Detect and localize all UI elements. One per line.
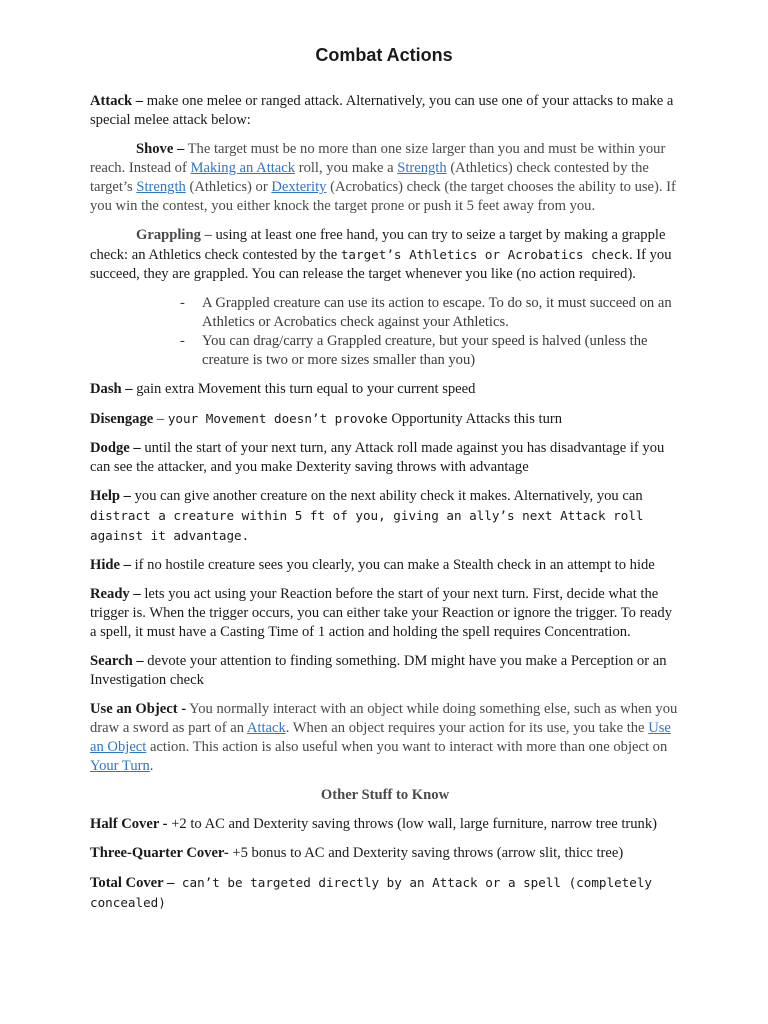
dash-paragraph <box>90 380 680 399</box>
grappling-text-2: target’s Athletics or Acrobatics check <box>340 247 629 262</box>
ready-paragraph <box>90 585 680 642</box>
use-object-text-3: action. This action is also useful when you want to interact with more than one object on <box>146 739 668 755</box>
grappling-paragraph <box>90 226 680 284</box>
use-object-label: Use an Object - <box>90 701 187 717</box>
shove-paragraph <box>90 140 680 216</box>
total-cover-paragraph <box>90 873 680 913</box>
half-cover-paragraph <box>90 815 680 834</box>
help-paragraph <box>90 487 680 546</box>
shove-text-5: (Acrobatics) check (the target chooses the ability to use). If you win the contest, you either knock the target prone or push it 5 feet away from you. <box>90 179 676 214</box>
three-quarter-cover-paragraph <box>90 844 680 863</box>
search-text: devote your attention to finding something. DM might have you make a Perception or an Investigation check <box>90 653 667 688</box>
dexterity-link[interactable]: Dexterity <box>271 179 327 195</box>
document-body <box>90 92 680 923</box>
three-quarter-cover-text: +5 bonus to AC and Dexterity saving throws (arrow slit, thicc tree) <box>228 845 624 861</box>
shove-text-2: roll, you make a <box>295 160 398 176</box>
dodge-text: until the start of your next turn, any Attack roll made against you has disadvantage if you can see the attacker, and you make Dexterity saving throws with advantage <box>90 440 665 475</box>
list-item: - You can drag/carry a Grappled creature, but your speed is halved (unless the creature is two or more sizes smaller than you) <box>180 332 680 370</box>
dash-label: Dash – <box>90 381 133 397</box>
disengage-label: Disengage <box>90 411 154 427</box>
strength-link-2[interactable]: Strength <box>136 179 186 195</box>
search-label: Search – <box>90 653 144 669</box>
total-cover-label: Total Cover – <box>90 875 175 891</box>
shove-text-3: (Athletics) check contested by the target’s <box>90 160 649 195</box>
attack-paragraph <box>90 92 680 130</box>
disengage-text-1: – <box>153 411 168 427</box>
dodge-label: Dodge – <box>90 440 141 456</box>
grappling-rules-list <box>90 294 680 370</box>
hide-text: if no hostile creature sees you clearly, you can make a Stealth check in an attempt to hide <box>130 557 655 573</box>
strength-link-1[interactable]: Strength <box>397 160 447 176</box>
list-item: - A Grappled creature can use its action to escape. To do so, it must succeed on an Athletics or Acrobatics check against your Athletics. <box>180 294 680 332</box>
attack-label: Attack – <box>90 93 144 109</box>
use-object-paragraph <box>90 700 680 776</box>
dodge-paragraph <box>90 439 680 477</box>
half-cover-label: Half Cover - <box>90 816 168 832</box>
attack-text: make one melee or ranged attack. Alternatively, you can use one of your attacks to make a special melee attack below: <box>90 93 674 128</box>
help-label: Help – <box>90 488 131 504</box>
other-stuff-heading: Other Stuff to Know <box>320 787 450 803</box>
ready-text: lets you act using your Reaction before the start of your next turn. First, decide what the trigger is. When the trigger occurs, you can either take your Reaction or ignore the trigger. To ready a spell, it must have a Casting Time of 1 action and holding the spell requires Concentration. <box>90 586 672 640</box>
ready-label: Ready – <box>90 586 141 602</box>
shove-text-4: (Athletics) or <box>185 179 272 195</box>
use-object-text-4: . <box>149 758 154 774</box>
disengage-text-3: Opportunity Attacks this turn <box>387 411 563 427</box>
attack-link[interactable]: Attack <box>246 720 286 736</box>
page-title: Combat Actions <box>315 45 453 65</box>
grappling-text-1: – using at least one free hand, you can try to seize a target by making a grapple check: an Athletics check contested by the <box>90 227 666 263</box>
disengage-text-2: your Movement doesn’t provoke <box>167 411 388 426</box>
half-cover-text: +2 to AC and Dexterity saving throws (low wall, large furniture, narrow tree trunk) <box>167 816 657 832</box>
disengage-paragraph <box>90 409 680 429</box>
three-quarter-cover-label: Three-Quarter Cover- <box>90 845 229 861</box>
use-object-text-1: You normally interact with an object while doing something else, such as when you draw a sword as part of an <box>90 701 678 736</box>
shove-label: Shove – <box>136 141 185 157</box>
your-turn-link[interactable]: Your Turn <box>90 758 150 774</box>
search-paragraph <box>90 652 680 690</box>
making-an-attack-link[interactable]: Making an Attack <box>190 160 296 176</box>
grappling-label: Grappling <box>136 227 201 243</box>
shove-text-1: The target must be no more than one size larger than you and must be within your reach. Instead of <box>90 141 666 176</box>
hide-label: Hide – <box>90 557 131 573</box>
use-an-object-link[interactable]: Use an Object <box>90 720 671 755</box>
help-text-1: you can give another creature on the next ability check it makes. Alternatively, you can <box>130 488 643 504</box>
total-cover-text: can’t be targeted directly by an Attack or a spell (completely concealed) <box>90 875 652 910</box>
grappling-text-3: . If you succeed, they are grappled. You can release the target whenever you like (no action required). <box>90 247 672 282</box>
hide-paragraph <box>90 556 680 575</box>
use-object-text-2: . When an object requires your action for its use, you take the <box>285 720 649 736</box>
help-text-2: distract a creature within 5 ft of you, giving an ally’s next Attack roll against it advantage. <box>90 508 644 543</box>
dash-text: gain extra Movement this turn equal to your current speed <box>132 381 476 397</box>
